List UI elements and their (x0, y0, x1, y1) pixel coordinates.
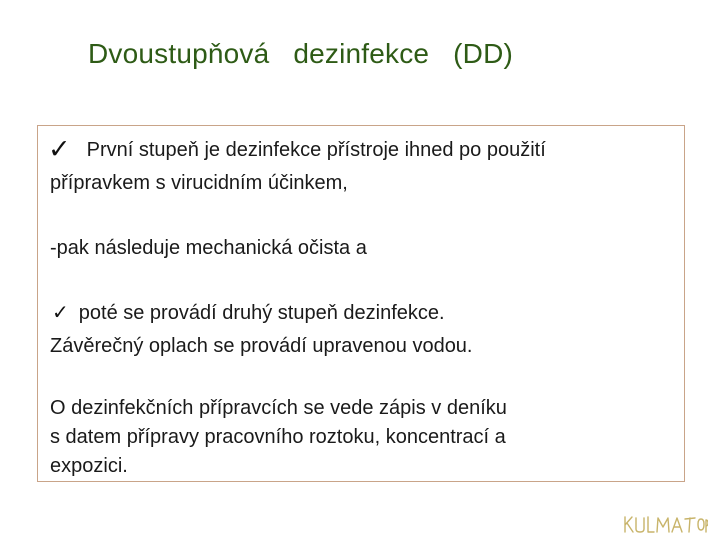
paragraph-4-line-1: O dezinfekčních přípravcích se vede zápis v deníku (50, 397, 507, 419)
kulma-top-logo (622, 512, 708, 538)
paragraph-3-text: poté se provádí druhý stupeň dezinfekce. (78, 302, 445, 324)
checkmark-icon: ✓ (48, 134, 71, 164)
checkmark-icon: ✓ (52, 302, 69, 324)
paragraph-2-line-1: -pak následuje mechanická očista a (50, 237, 367, 259)
paragraph-3-line-2: Závěrečný oplach se provádí upravenou vodou. (50, 335, 473, 357)
paragraph-4-line-2: s datem přípravy pracovního roztoku, koncentrací a (50, 426, 506, 448)
paragraph-1-text: První stupeň je dezinfekce přístroje ihned po použití (86, 139, 546, 161)
paragraph-4-line-3: expozici. (50, 455, 128, 477)
paragraph-3-line-1 (52, 300, 445, 325)
slide-title: Dvoustupňová dezinfekce (DD) (88, 38, 514, 69)
paragraph-1-line-1 (48, 134, 546, 165)
paragraph-1-line-2: přípravkem s virucidním účinkem, (50, 172, 348, 194)
